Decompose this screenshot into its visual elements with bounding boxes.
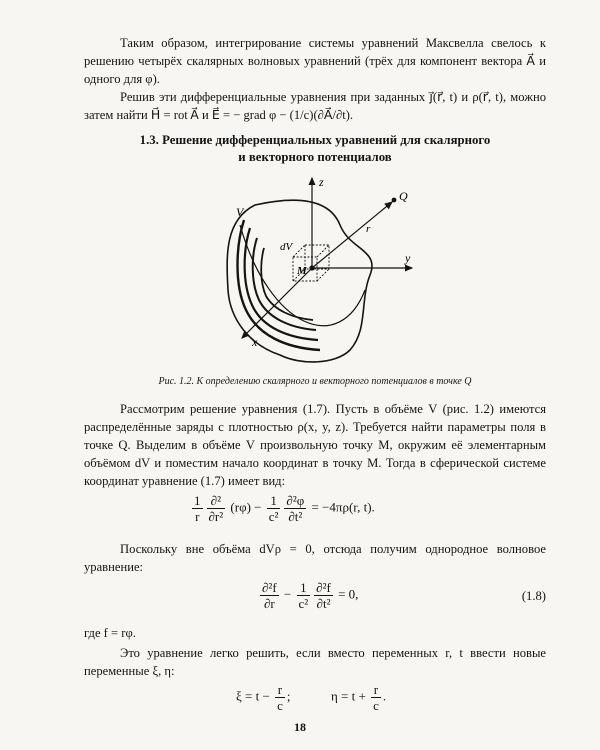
eq1-frac1-den: r [195,509,200,524]
label-M: M [297,265,307,277]
eq3-frac1-den: c [277,698,283,713]
label-V: V [236,205,244,219]
eq3-left: ξ = t − [236,688,270,704]
eq3-sep: ; [286,688,291,704]
paragraph-intro: Таким образом, интегрирование системы уравнений Максвелла свелось к решению четырёх скалярных волновых уравнений (трёх для компонент вектора A⃗ и одного для φ). [84,36,546,86]
figure-caption: Рис. 1.2. К определению скалярного и векторного потенциалов в точке Q [158,376,472,387]
point-Q [392,198,397,203]
section-title-line1: 1.3. Решение дифференциальных уравнений для скалярного [139,133,491,147]
eq2-frac2-den: c² [298,596,309,611]
eq2-frac3-den: ∂t² [316,596,331,611]
paragraph-consider: Рассмотрим решение уравнения (1.7). Пусть в объёме V (рис. 1.2) имеются распределённые заряды с плотностью ρ(x, y, z). Требуется найти параметры поля в точке Q. Выделим в объёме V произвольную точку M, окружим её элементарным объёмом dV и поместим начало координат в точку M. Тогда в сферической системе координат уравнение (1.7) имеет вид: [84,402,546,488]
eq3-frac2-num: r [371,682,381,698]
label-x: x [252,335,258,349]
paragraph-variables: Это уравнение легко решить, если вместо переменных r, t ввести новые переменные ξ, η: [84,646,546,678]
equation-number: (1.8) [521,589,546,603]
eq2-frac1-den: ∂r [263,596,275,611]
eq3-right: η = t + [330,688,366,704]
eq1-frac4-num: ∂²φ [286,493,305,508]
eq1-rhs: = −4πρ(r, t). [311,499,375,515]
label-z: z [319,175,324,189]
paragraph-homogeneous: Поскольку вне объёма dVρ = 0, отсюда получим однородное волновое уравнение: [84,542,546,574]
equation-1-8 [258,580,358,611]
eq1-frac3-num: 1 [267,493,281,509]
eq3-frac1-num: r [275,682,285,698]
eq3-end: . [382,688,387,704]
eq1-frac3-den: c² [268,509,279,524]
paragraph-solution: Решив эти дифференциальные уравнения при заданных j⃗(r⃗, t) и ρ(r⃗, t), можно затем найти H⃗ = rot A⃗ и E⃗ = − grad φ − (1/c)(∂A⃗/∂t). [84,90,546,122]
section-title-line2: и векторного потенциалов [238,150,392,164]
eq1-frac2-den: ∂r² [208,509,224,524]
r-vector [312,202,392,268]
eq2-frac3-num: ∂²f [316,580,331,595]
equation-variables [236,682,386,713]
eq1-frac4-den: ∂t² [288,509,303,524]
eq2-frac2-num: 1 [297,580,311,596]
label-r: r⃗ [366,223,379,235]
eq1-frac1-num: 1 [194,493,201,508]
eq1-term: (rφ) − [230,499,262,515]
equation-spherical [190,493,375,524]
eq1-frac2-num: ∂² [207,493,226,509]
page-number: 18 [294,720,306,734]
label-Q: Q [399,189,408,203]
eq2-frac1-num: ∂²f [262,580,277,595]
paragraph-where: где f = rφ. [84,626,136,640]
point-M [309,265,314,270]
label-dV: dV [280,241,293,253]
eq3-frac2-den: c [373,698,379,713]
eq2-minus: − [283,586,292,602]
eq2-rhs: = 0, [338,586,359,602]
label-y: y [405,251,411,265]
